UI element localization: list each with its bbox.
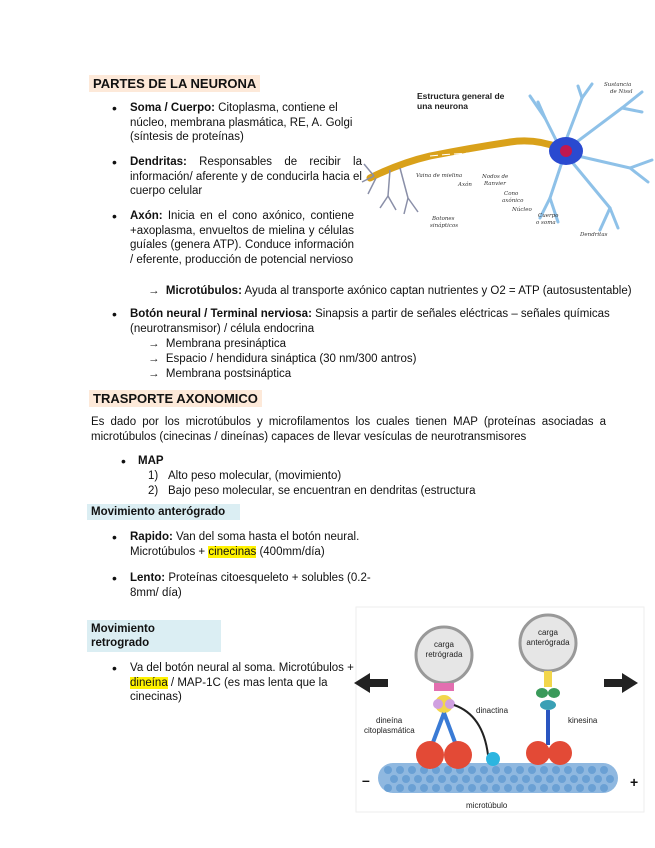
arrow-icon: → — [148, 338, 160, 350]
carga-retro-label: carga — [433, 640, 455, 649]
neuron-figure — [360, 78, 655, 248]
carga-antero-label: carga — [537, 628, 559, 637]
microtubulos-item — [148, 284, 653, 299]
map-item-num: 2) — [148, 485, 159, 497]
subtitle-retrogrado — [87, 620, 221, 652]
boton-subitem-text: Membrana presináptica — [165, 338, 287, 350]
transporte-intro: Es dado por los microtúbulos y microfilamentos los cuales tienen MAP (proteínas asociadas a microtúbulos (cinecinas / dineínas) capaces de llevar vesículas de neurotransmisores — [91, 416, 606, 443]
rapido-item — [130, 530, 380, 559]
label-cuerpo: Cuerpo — [538, 213, 559, 219]
arrow-icon: → — [148, 353, 160, 365]
microtubule — [378, 763, 618, 793]
bullet: • — [112, 208, 117, 224]
soma-label: Soma / Cuerpo: — [130, 102, 215, 114]
rapido-text-3: (400mm/día) — [256, 545, 325, 558]
bullet: • — [112, 100, 117, 116]
subtitle-retrogrado-2: retrogrado — [91, 637, 150, 649]
retrogrado-item — [130, 661, 362, 705]
label-sustancia-2: de Nissl — [610, 89, 633, 95]
axon-item — [130, 209, 354, 267]
boton-subitem — [148, 352, 416, 367]
carga-antero-label-2: anterógrada — [526, 638, 570, 647]
neuron-title-1: Estructura general de — [417, 91, 505, 101]
bullet: • — [112, 660, 117, 676]
dendritas-label: Dendritas: — [130, 156, 187, 168]
rapido-text-2: Microtúbulos + — [130, 545, 209, 558]
map-label: MAP — [138, 455, 164, 467]
subtitle-anterogrado: Movimiento anterógrado — [87, 504, 240, 520]
bullet: • — [121, 453, 126, 469]
dinactina-label: dinactina — [476, 706, 509, 715]
soma-text: Citoplasma, contiene el núcleo, membrana plasmática, RE, A. Golgi (síntesis de proteínas) — [130, 102, 353, 143]
label-vaina: Vaina de mielina — [416, 173, 463, 179]
map-item: Alto peso molecular, (movimiento) — [168, 470, 342, 482]
boton-label: Botón neural / Terminal nerviosa: — [130, 308, 312, 320]
label-ranvier-2: Ranvier — [484, 181, 506, 187]
nucleus-icon — [560, 145, 572, 157]
map-item: Bajo peso molecular, se encuentran en dendritas (estructura — [168, 485, 476, 497]
soma-item — [130, 101, 362, 145]
lento-text: Proteínas citoesqueleto + solubles (0.2-8mm/ día) — [130, 572, 371, 599]
dineina-label: dineína — [376, 716, 403, 725]
label-botones: Botones — [432, 216, 455, 222]
boton-subitem — [148, 337, 286, 352]
dineina-highlight: dineína — [130, 676, 168, 689]
motor-protein-figure — [348, 605, 655, 817]
retrogrado-text: Va del botón neural al soma. Microtúbulos + — [130, 662, 354, 674]
dineina-label-2: citoplasmática — [364, 726, 415, 735]
rapido-text: Van del soma hasta el botón neural. — [172, 531, 360, 543]
axon-label: Axón: — [130, 210, 163, 222]
label-dendritas: Dendritas — [580, 232, 608, 238]
neuron-title-2: una neurona — [417, 101, 469, 111]
section-title-transporte: TRASPORTE AXONOMICO — [89, 390, 262, 407]
boton-subitem — [148, 367, 291, 382]
label-cuerpo-2: o soma — [536, 220, 556, 226]
plus-end-label: + — [630, 774, 639, 790]
subtitle-retrogrado-1: Movimiento — [91, 623, 155, 635]
dendritas-item — [130, 155, 362, 199]
bullet: • — [112, 154, 117, 170]
lento-item — [130, 571, 380, 600]
axon-text: Inicia en el cono axónico, contiene +axoplasma, envueltos de mielina y células guíales (genera ATP). Conduce información / eferente, producción de potencial nervioso — [130, 210, 354, 266]
lento-label: Lento: — [130, 572, 166, 584]
minus-end-label: – — [362, 772, 370, 788]
carga-retro-label-2: retrógrada — [425, 650, 463, 659]
microtubulos-text: Ayuda al transporte axónico captan nutrientes y O2 = ATP (autosustentable) — [241, 285, 632, 297]
map-item-num: 1) — [148, 470, 159, 482]
boton-subitem-text: Espacio / hendidura sináptica (30 nm/300 antros) — [165, 353, 417, 365]
microtubulo-label: microtúbulo — [466, 801, 508, 810]
bullet: • — [112, 570, 117, 586]
label-nucleo: Núcleo — [512, 207, 532, 213]
arrow-icon: → — [148, 368, 160, 380]
rapido-label: Rapido: — [130, 531, 173, 543]
section-title-partes: PARTES DE LA NEURONA — [89, 75, 260, 92]
boton-item — [130, 307, 630, 336]
label-ranvier: Nodos de — [482, 174, 509, 180]
dendritas-text: Responsables de recibir la información/ aferente y de conducirla hacia el cuerpo celular — [130, 156, 362, 197]
label-botones-2: sinápticos — [430, 223, 459, 229]
label-cono-2: axónico — [502, 198, 524, 204]
label-axon: Axón — [458, 182, 472, 188]
microtubulos-label: Microtúbulos: — [165, 285, 242, 297]
boton-text: Sinapsis a partir de señales eléctricas – señales químicas (neurotransmisor) / célula endocrina — [130, 308, 610, 335]
label-sustancia: Sustancia — [604, 82, 632, 88]
arrow-icon: → — [148, 285, 160, 297]
bullet: • — [112, 529, 117, 545]
label-cono: Cono — [504, 191, 519, 197]
bullet: • — [112, 306, 117, 322]
boton-subitem-text: Membrana postsináptica — [165, 368, 292, 380]
kinesina-label: kinesina — [568, 716, 598, 725]
retrogrado-text-2: / MAP-1C (es mas lenta que la cinecinas) — [130, 676, 328, 703]
cinecinas-highlight: cinecinas — [208, 545, 257, 558]
